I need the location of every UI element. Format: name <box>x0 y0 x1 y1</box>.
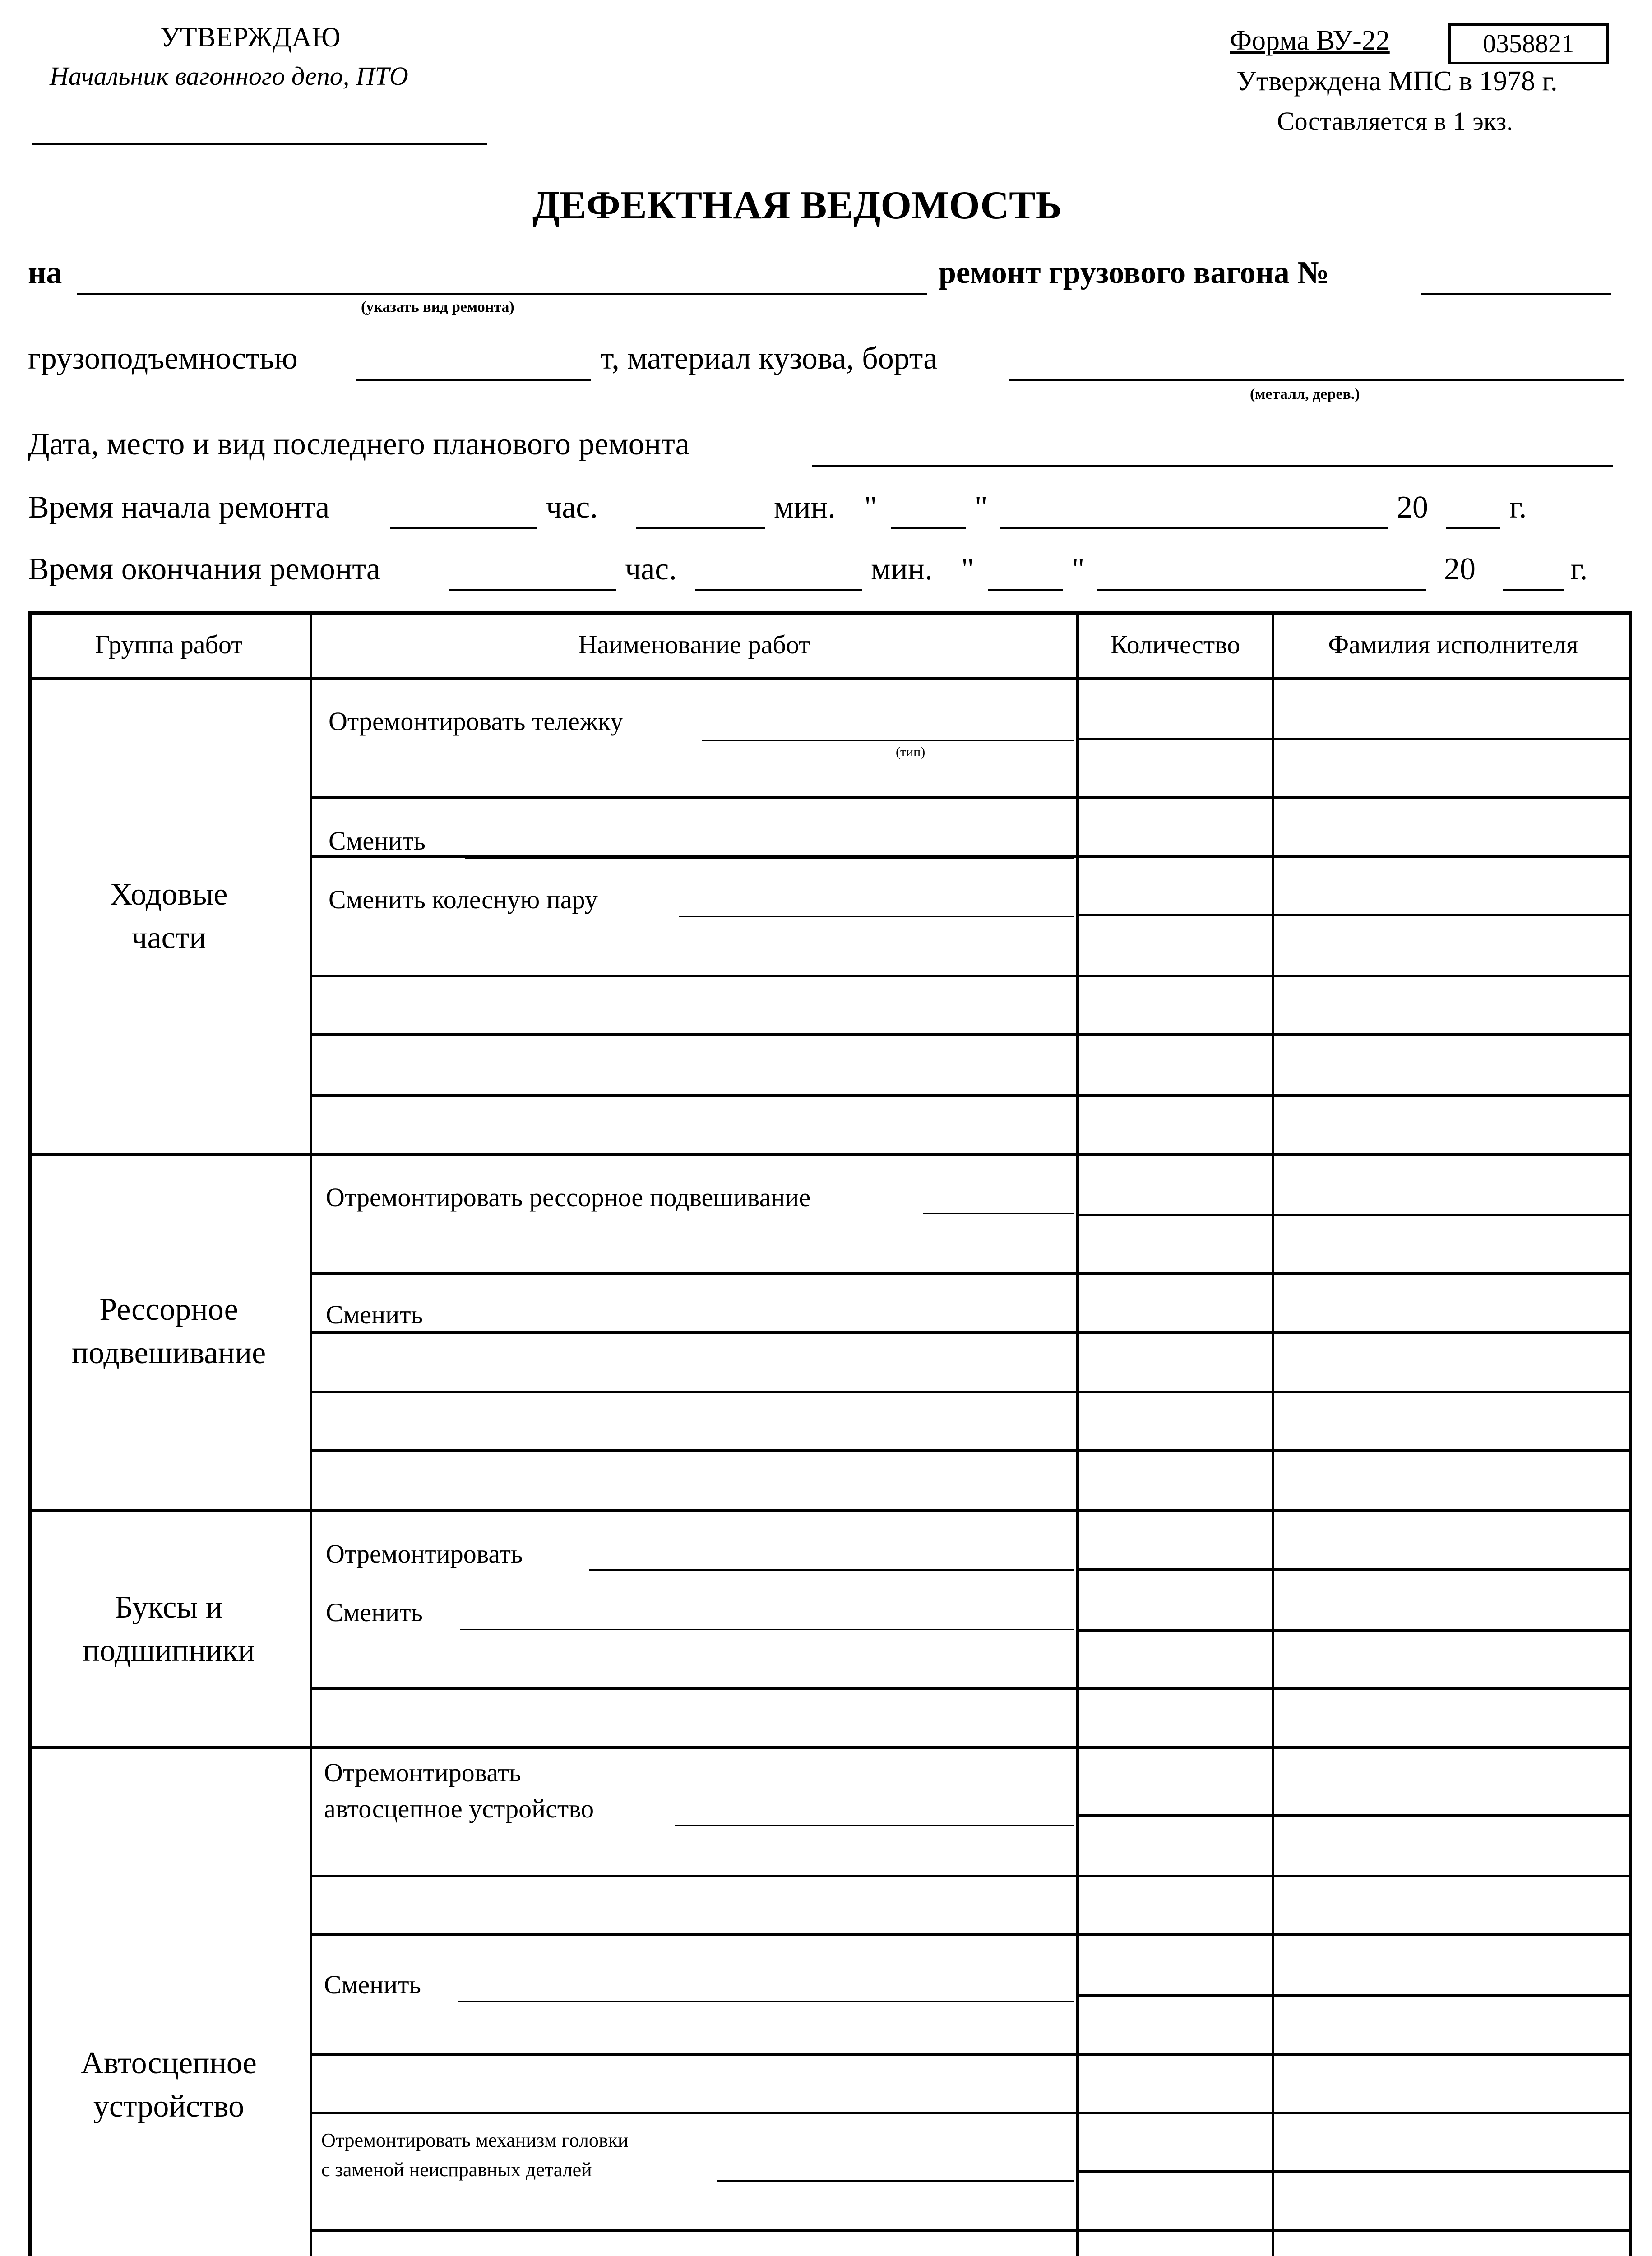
label-end: Время окончания ремонта <box>28 552 380 587</box>
approve-position: Начальник вагонного депо, ПТО <box>50 61 408 91</box>
table-row-rule <box>312 1033 1076 1036</box>
header-name: Наименование работ <box>578 630 810 659</box>
bogie-type-hint: (тип) <box>896 744 925 759</box>
row-repair-head-1: Отремонтировать механизм головки <box>321 2129 629 2151</box>
approve-signature-line <box>32 143 487 145</box>
row-repair-suspension: Отремонтировать рессорное подвешивание <box>326 1183 811 1212</box>
end-year-prefix: 20 <box>1444 552 1476 587</box>
group-divider-2 <box>28 1509 1632 1512</box>
label-tonnes: т, материал кузова, борта <box>600 341 938 376</box>
wheelset-field[interactable] <box>679 916 1074 917</box>
end-year-field[interactable] <box>1503 589 1564 591</box>
table-row-rule <box>1079 1568 1632 1571</box>
table-row-rule <box>1079 1331 1632 1334</box>
table-row-rule <box>1079 2053 1632 2056</box>
wagon-number-field[interactable] <box>1421 293 1611 295</box>
table-row-rule <box>1079 855 1632 858</box>
replace-4-field[interactable] <box>458 2001 1074 2002</box>
table-row-rule <box>1079 1214 1632 1216</box>
repair-coupler-field[interactable] <box>675 1825 1074 1826</box>
group-coupler: Автосцепное устройство <box>81 2046 257 2124</box>
start-quote-open: " <box>864 490 877 525</box>
label-capacity: грузоподъемностью <box>28 341 298 376</box>
suspension-field[interactable] <box>923 1213 1074 1214</box>
table-row-rule <box>1079 1449 1632 1452</box>
row-repair-coupler-2: автосцепное устройство <box>324 1794 594 1823</box>
start-year-suffix: г. <box>1509 490 1527 525</box>
start-quote-close: " <box>975 490 988 525</box>
end-quote-close: " <box>1072 552 1085 587</box>
header-group: Группа работ <box>95 630 243 659</box>
form-copies: Составляется в 1 экз. <box>1277 106 1513 136</box>
form-approved: Утверждена МПС в 1978 г. <box>1236 66 1558 97</box>
header-divider <box>28 677 1632 680</box>
table-row-rule <box>312 1933 1076 1936</box>
end-minutes-label: мин. <box>871 552 933 587</box>
material-hint: (металл, дерев.) <box>1250 386 1360 402</box>
start-hours-field[interactable] <box>390 527 537 529</box>
repair-type-hint: (указать вид ремонта) <box>361 299 514 315</box>
col-divider-1 <box>310 611 312 2256</box>
row-replace-4: Сменить <box>324 1970 421 1999</box>
row-repair-head-2: с заменой неисправных деталей <box>321 2159 592 2181</box>
label-wagon: ремонт грузового вагона № <box>939 255 1329 290</box>
table-row-rule <box>312 796 1076 799</box>
group-spring-suspension: Рессорное подвешивание <box>71 1292 266 1370</box>
label-start: Время начала ремонта <box>28 490 330 525</box>
group-divider-1 <box>28 1153 1632 1156</box>
form-name: Форма ВУ-22 <box>1230 25 1390 56</box>
table-row-rule <box>312 2229 1076 2232</box>
table-row-rule <box>1079 738 1632 740</box>
replace-2-field[interactable] <box>460 1331 1074 1332</box>
start-year-field[interactable] <box>1446 527 1500 529</box>
start-minutes-field[interactable] <box>636 527 765 529</box>
page-title: ДЕФЕКТНАЯ ВЕДОМОСТЬ <box>532 184 1062 227</box>
table-row-rule <box>1079 1629 1632 1632</box>
table-row-rule <box>312 975 1076 977</box>
repair-head-field[interactable] <box>717 2180 1074 2182</box>
table-row-rule <box>1079 1033 1632 1036</box>
col-divider-2 <box>1076 611 1079 2256</box>
table-row-rule <box>312 1391 1076 1393</box>
table-row-rule <box>1079 2112 1632 2114</box>
repair-boxes-field[interactable] <box>589 1569 1074 1571</box>
table-row-rule <box>312 2053 1076 2056</box>
start-day-field[interactable] <box>891 527 966 529</box>
table-row-rule <box>1079 1875 1632 1877</box>
table-row-rule <box>1079 1094 1632 1097</box>
table-row-rule <box>312 1687 1076 1690</box>
start-month-field[interactable] <box>1000 527 1388 529</box>
end-hours-field[interactable] <box>449 589 616 591</box>
repair-type-field[interactable] <box>77 293 927 295</box>
table-row-rule <box>312 2112 1076 2114</box>
table-row-rule <box>1079 796 1632 799</box>
table-row-rule <box>1079 914 1632 916</box>
table-row-rule <box>312 1449 1076 1452</box>
label-na: на <box>28 255 62 290</box>
end-month-field[interactable] <box>1097 589 1426 591</box>
table-row-rule <box>312 1272 1076 1275</box>
table-row-rule <box>1079 1391 1632 1393</box>
end-minutes-field[interactable] <box>695 589 862 591</box>
end-year-suffix: г. <box>1570 552 1588 587</box>
approve-title: УТВЕРЖДАЮ <box>160 22 341 53</box>
end-day-field[interactable] <box>988 589 1063 591</box>
start-minutes-label: мин. <box>774 490 836 525</box>
header-executor: Фамилия исполнителя <box>1328 630 1578 659</box>
label-last-repair: Дата, место и вид последнего планового ремонта <box>28 427 689 462</box>
header-quantity: Количество <box>1110 630 1240 659</box>
table-row-rule <box>1079 2229 1632 2232</box>
replace-1-field[interactable] <box>465 857 1074 859</box>
replace-3-field[interactable] <box>460 1629 1074 1630</box>
table-row-rule <box>1079 975 1632 977</box>
group-axle-boxes: Буксы и подшипники <box>83 1590 255 1668</box>
row-replace-3: Сменить <box>326 1598 423 1627</box>
table-row-rule <box>1079 1814 1632 1817</box>
table-row-rule <box>1079 1933 1632 1936</box>
row-repair-boxes: Отремонтировать <box>326 1539 523 1568</box>
group-running-gear: Ходовые части <box>110 877 228 955</box>
capacity-field[interactable] <box>356 379 591 381</box>
table-row-rule <box>312 1875 1076 1877</box>
col-divider-3 <box>1272 611 1274 2256</box>
row-repair-bogie: Отремонтировать тележку <box>329 707 624 736</box>
row-replace-2: Сменить <box>326 1300 423 1329</box>
table-row-rule <box>1079 1687 1632 1690</box>
last-repair-field[interactable] <box>812 465 1613 467</box>
table-row-rule <box>1079 1994 1632 1997</box>
row-repair-coupler-1: Отремонтировать <box>324 1758 521 1787</box>
bogie-type-field[interactable] <box>702 740 1074 741</box>
material-field[interactable] <box>1009 379 1624 381</box>
end-hours-label: час. <box>625 552 677 587</box>
start-year-prefix: 20 <box>1397 490 1428 525</box>
end-quote-open: " <box>961 552 974 587</box>
start-hours-label: час. <box>546 490 598 525</box>
table-row-rule <box>312 1094 1076 1097</box>
form-number: 0358821 <box>1448 23 1609 64</box>
row-replace-1: Сменить <box>329 826 426 855</box>
table-row-rule <box>1079 2170 1632 2173</box>
group-divider-3 <box>28 1746 1632 1749</box>
table-row-rule <box>1079 1272 1632 1275</box>
row-replace-wheelset: Сменить колесную пару <box>329 885 598 914</box>
